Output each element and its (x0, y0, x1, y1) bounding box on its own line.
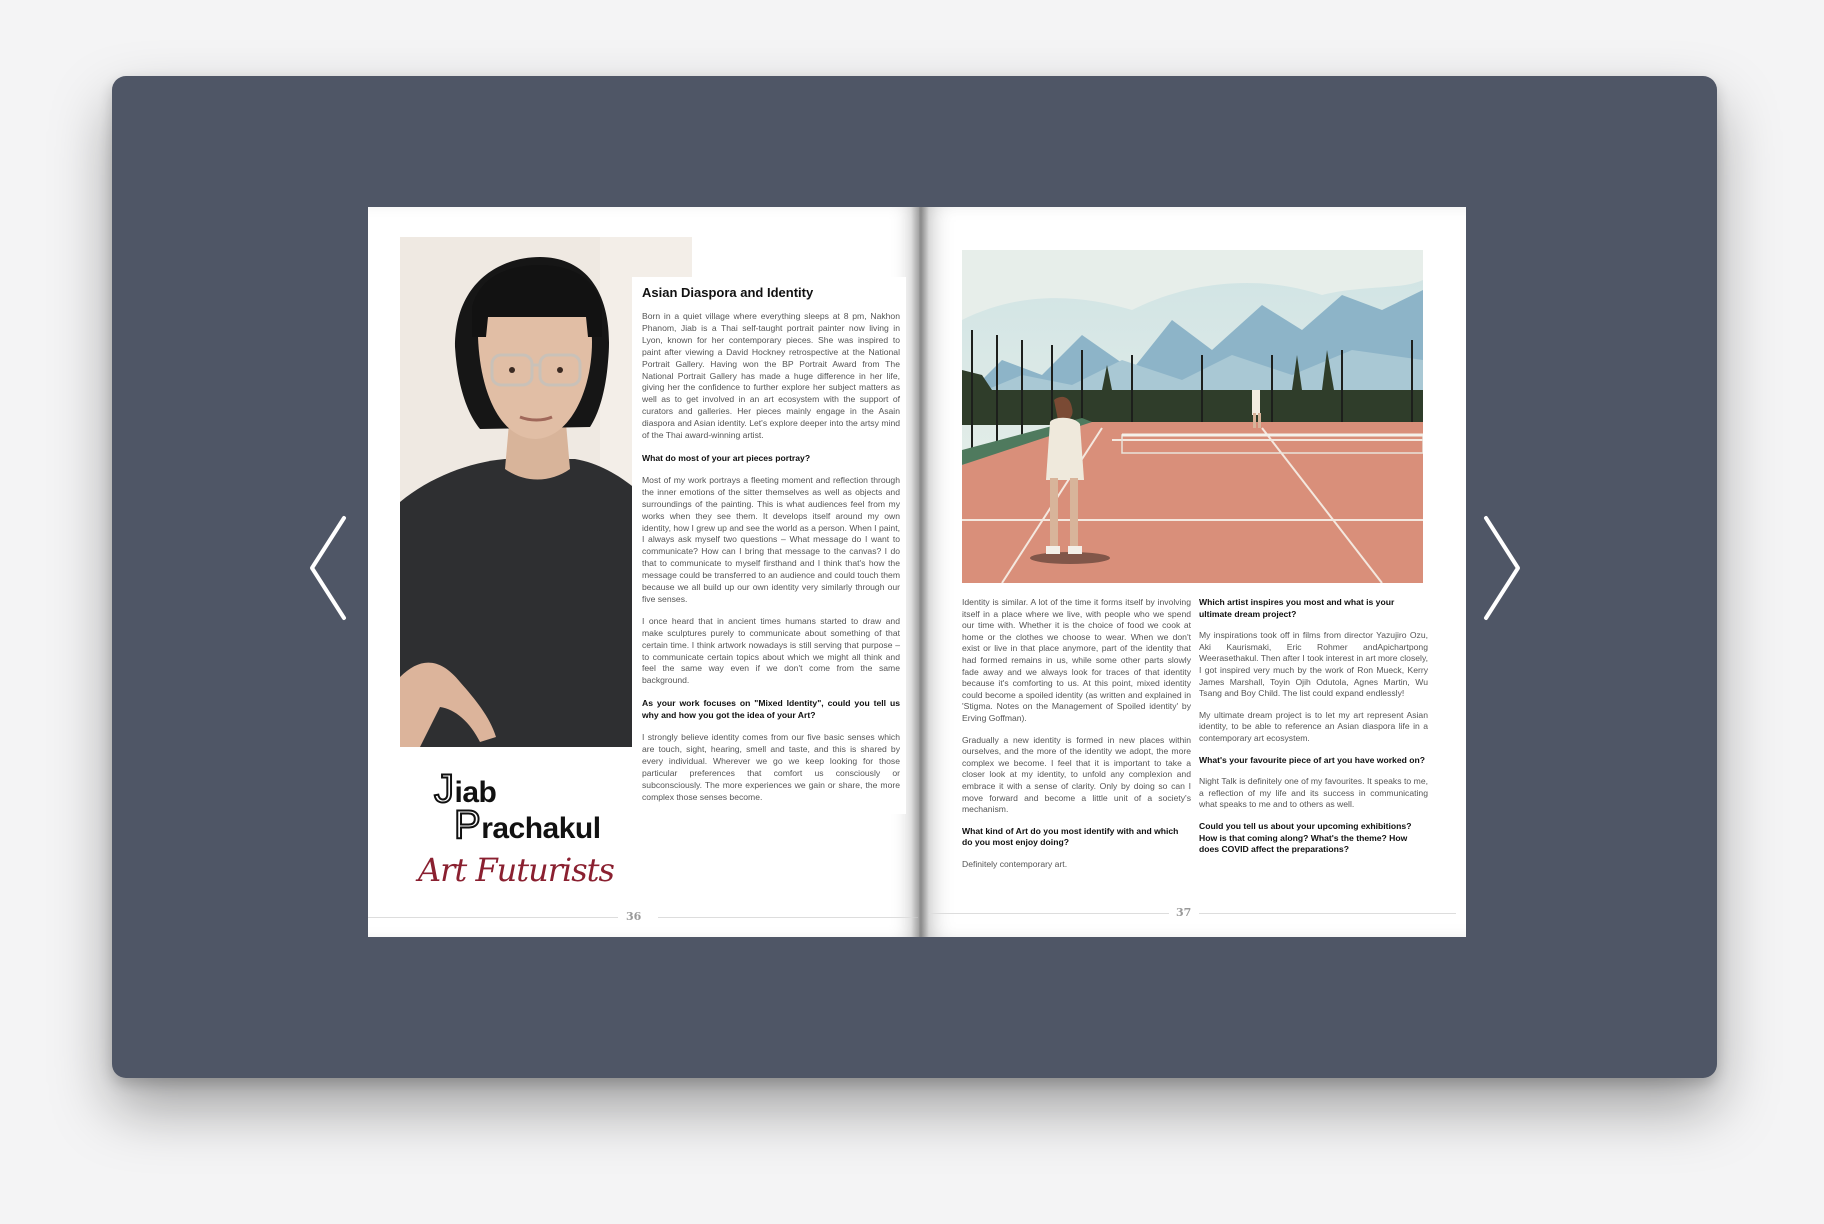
interview-answer: Identity is similar. A lot of the time it forms itself by involving itself in a place where we live, with people who we spend our time with. Whether it is the choice of food we cook at home or the clothes we choose to wear. When we don't exist or live in that place anymore, part of the identity that had formed remains in us, while some other parts slowly fade away and we always look for traces of that identity because it's comforting to us. At this point, mixed identity could become a spoiled identity (as written and explained in 'Stigma. Notes on the Management of Spoiled identity' by Erving Goffman). (962, 597, 1191, 723)
right-page[interactable] (919, 207, 1466, 937)
chevron-right-icon (1476, 512, 1526, 624)
article-column-left (632, 277, 906, 814)
footer-rule (1199, 913, 1456, 914)
interview-question: Could you tell us about your upcoming exhibitions? How is that coming along? What's the theme? How does COVID affect the preparations? (1199, 820, 1412, 855)
article-column-right-1 (962, 597, 1191, 880)
interview-answer: My ultimate dream project is to let my art represent Asian identity, to be able to reference an Asian diaspora life in a contemporary art ecosystem. (1199, 709, 1428, 743)
interview-question: What's your favourite piece of art you have worked on? (1199, 754, 1426, 765)
interview-answer: Most of my work portrays a fleeting moment and reflection through the inner emotions of the sitter themselves as well as objects and surroundings of the painting. This is what audiences feel from my works when they see them. It develops itself around my own identity, how I grew up and see the world as a person. When I paint, I always ask myself two questions – What message do I want to communicate? How can I bring that message to the canvas? I do that to communicate to myself firsthand and I think that's how the message could be transferred to an audience and could touch them because we all build up our own identity very similarly through our five senses. (642, 474, 900, 604)
interview-answer: I once heard that in ancient times humans started to draw and make sculptures purely to communicate about something of that certain time. I think artwork nowadays is still serving that purpose – to communicate certain topics about which we might all think and feel the same way even if we don't come from the same background. (642, 615, 900, 686)
chevron-left-icon (304, 512, 354, 624)
art-futurists-signature: Art Futurists (418, 851, 614, 889)
footer-rule (658, 917, 918, 918)
interview-question: What kind of Art do you most identify with and which do you most enjoy doing? (962, 825, 1179, 848)
interview-question: As your work focuses on "Mixed Identity", could you tell us why and how you got the idea of your Art? (642, 698, 900, 721)
interview-answer: I strongly believe identity comes from our five basic senses which are touch, sight, hearing, smell and taste, and this is shared by every individual. Wherever we go we keep looking for those particular preferences that comfort us consciously or subconsciously. The more experiences we gain or share, the more complex those senses become. (642, 732, 900, 802)
interview-answer: Night Talk is definitely one of my favourites. It speaks to me, a reflection of my life and its success in communicating what speaks to me and to others as well. (1199, 776, 1428, 810)
book-spine-shadow (911, 207, 929, 937)
page-number: 37 (1176, 906, 1192, 919)
article-heading: Asian Diaspora and Identity (642, 285, 814, 300)
footer-rule (929, 913, 1169, 914)
left-page[interactable] (368, 207, 919, 937)
footer-rule (368, 917, 618, 918)
article-column-right-2 (1199, 597, 1428, 866)
interview-answer: Definitely contemporary art. (962, 858, 1068, 869)
artist-name-title (418, 767, 658, 897)
interview-question: Which artist inspires you most and what is your ultimate dream project? (1199, 597, 1395, 619)
previous-page-button[interactable] (304, 512, 354, 624)
tennis-painting-image (962, 250, 1423, 583)
artist-first-name: Jiab (434, 767, 497, 811)
article-intro: Born in a quiet village where everything sleeps at 8 pm, Nakhon Phanom, Jiab is a Thai self-taught portrait painter now living in Lyon, known for her contemporary pieces. She was inspired to paint after viewing a David Hockney retrospective at the National Portrait Gallery. Having won the BP Portrait Award from The National Portrait Gallery has made a huge difference in her life, giving her the confidence to further explore her subject matters as well as to get involved in an art ecosystem with the support of curators and galleries. Her pieces mainly engage in the Asain diaspora and Asian identity. Let's explore deeper into the artsy mind of the Thai award-winning artist. (642, 311, 900, 441)
artist-last-name: Prachakul (454, 803, 601, 847)
interview-answer: Gradually a new identity is formed in new places within ourselves, and the more of the identity we adopt, the more complex we become. I feel that it is important to take a closer look at my identity, to unfold any complexion and embrace it with a sense of clarity. Only by doing so can I move forward and become a little unit of a society's mechanism. (962, 734, 1191, 815)
next-page-button[interactable] (1476, 512, 1526, 624)
interview-answer: My inspirations took off in films from director Yazujiro Ozu, Aki Kaurismaki, Eric Rohmer andApichartpong Weerasethakul. Then after I took interest in art more closely, I got inspired very much by the work of Ron Mueck, Kerry James Marshall, Toyin Ojih Odutola, Agnes Martin, Wu Tsang and Boy Child. The list could expand endlessly! (1199, 630, 1428, 699)
page-number: 36 (626, 910, 642, 923)
magazine-spread[interactable] (368, 207, 1466, 937)
interview-question: What do most of your art pieces portray? (642, 452, 811, 463)
